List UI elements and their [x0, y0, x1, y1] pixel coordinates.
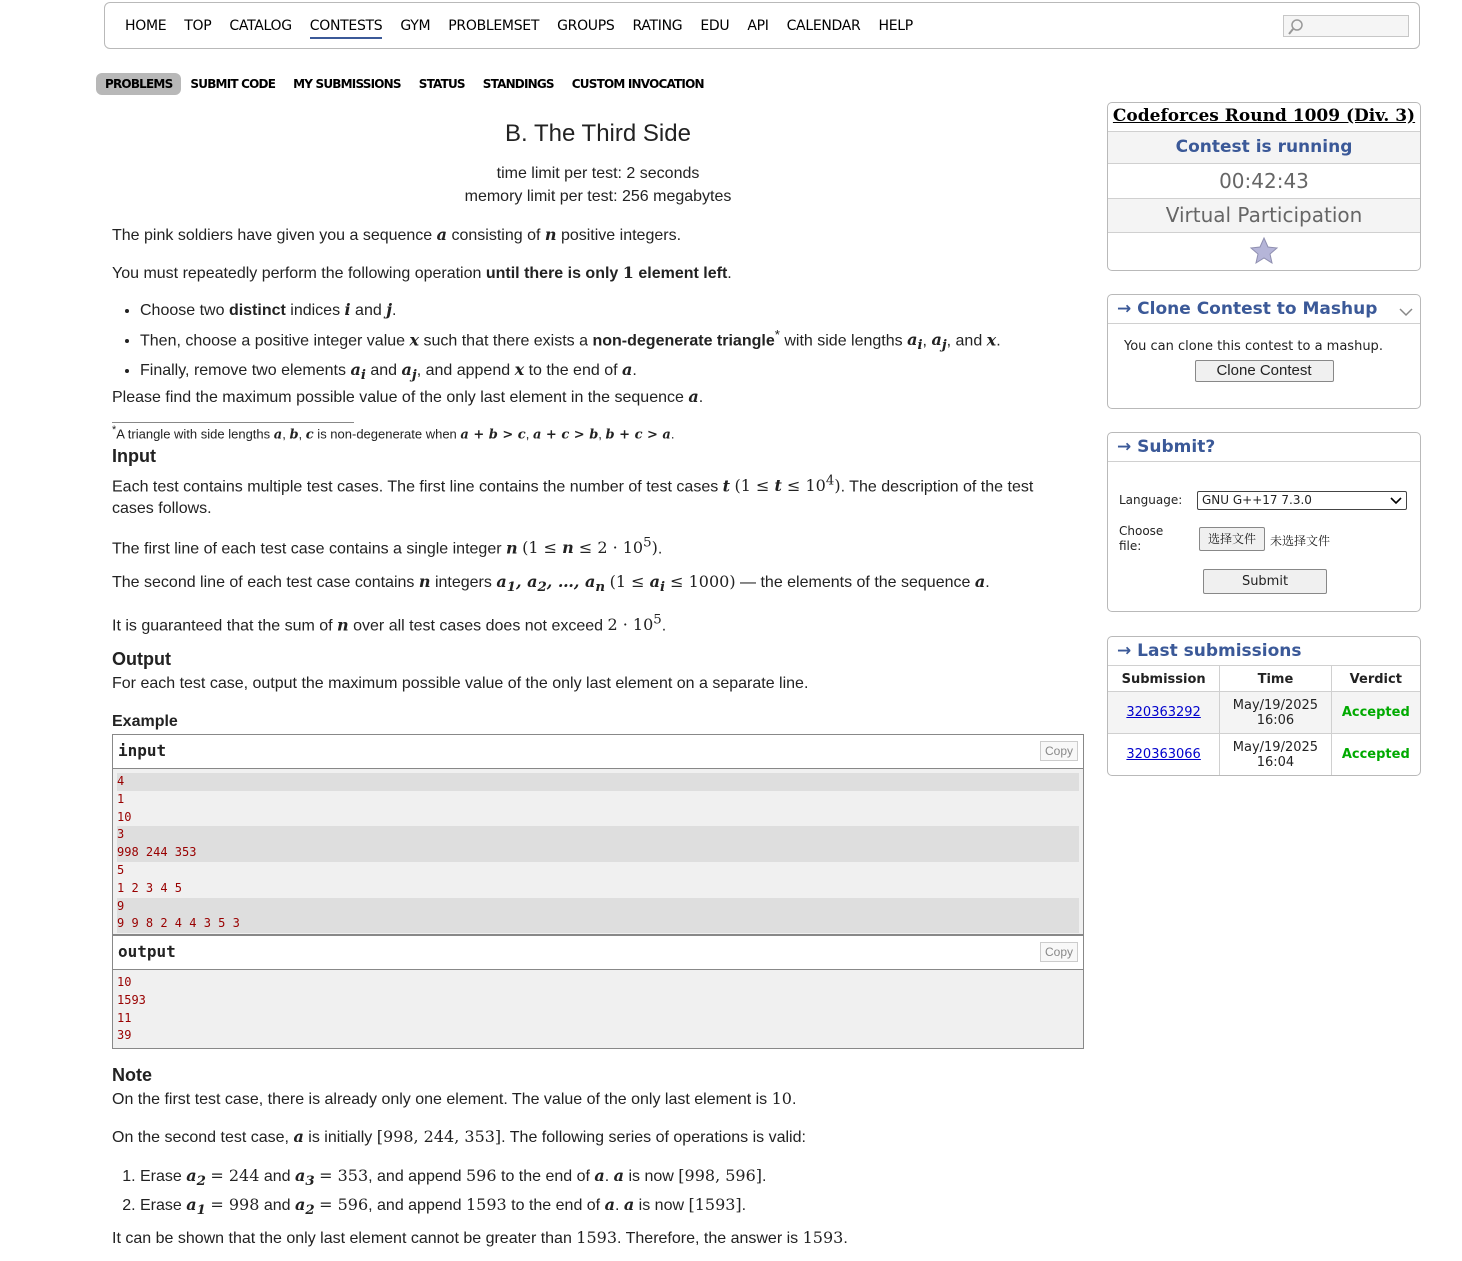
sample-input-line: 10 [117, 809, 1079, 827]
note-p2: On the second test case, a is initially [998, 244, 353]. The following series of operations is valid: [112, 1127, 806, 1146]
nav-api[interactable]: API [747, 18, 769, 34]
submission-id-link[interactable]: 320363292 [1126, 705, 1201, 720]
note-steps [112, 1164, 1074, 1222]
sample-input-content [113, 769, 1083, 937]
contest-name[interactable]: Codeforces Round 1009 (Div. 3) [1108, 103, 1420, 132]
list-item: • Finally, remove two elements $a_i$ and $a_j$, and append x to the end of a. [140, 358, 1074, 387]
list-item: 1. Erase $a_2 = 244$ and $a_3 = 353$, and append 596 to the end of a. a is now [998, 596]. [140, 1164, 1074, 1193]
clone-title: → Clone Contest to Mashup [1108, 295, 1420, 324]
sample-output-line: 11 [117, 1010, 132, 1025]
copy-output-button[interactable]: Copy [1040, 942, 1078, 962]
sample-output-line: 10 [117, 975, 132, 989]
sample-output-content [113, 970, 1083, 1049]
tab-custom-invocation[interactable]: CUSTOM INVOCATION [571, 77, 704, 91]
submission-cell [1108, 734, 1220, 776]
submission-id-link[interactable]: 320363066 [1126, 747, 1201, 762]
favorite-star[interactable] [1108, 233, 1420, 271]
sample-input-line: 1 [117, 791, 1079, 809]
choose-file-label: Choose file: [1119, 524, 1164, 553]
nav-catalog[interactable]: CATALOG [229, 18, 292, 34]
search-input[interactable] [1283, 15, 1409, 37]
language-label: Language: [1119, 493, 1183, 507]
star-icon[interactable] [1249, 236, 1279, 266]
note-p1: On the first test case, there is already only one element. The value of the only last element is 10. [112, 1089, 797, 1108]
copy-input-button[interactable]: Copy [1040, 741, 1078, 761]
input-p1: Each test contains multiple test cases. The first line contains the number of test cases t $(1 \le t \le 10^4)$. The description of the test cases follows. [112, 474, 1034, 518]
sample-input-line: 3 [117, 826, 1079, 844]
nav-help[interactable]: HELP [878, 18, 913, 34]
contest-nav [96, 73, 713, 95]
example-title: Example [112, 713, 178, 730]
chevron-down-icon [1390, 497, 1402, 505]
sample-input-line: 9 [117, 898, 1079, 916]
sample-output [112, 935, 1084, 1049]
nav-contests[interactable]: CONTESTS [310, 18, 383, 39]
list-item: 2. Erase $a_1 = 998$ and $a_2 = 596$, and append 1593 to the end of a. a is now [1593]. [140, 1193, 1074, 1222]
submission-time: 16:06 [1256, 712, 1295, 728]
language-select[interactable]: GNU G++17 7.3.0 [1197, 491, 1407, 510]
submission-cell [1108, 692, 1220, 734]
tab-standings[interactable]: STANDINGS [482, 77, 554, 91]
input-p4: It is guaranteed that the sum of n over all test cases does not exceed $2 \cdot 10^5$. [112, 613, 667, 635]
output-title: Output [112, 649, 171, 669]
input-title: Input [112, 446, 156, 466]
time-cell [1220, 734, 1331, 776]
last-submissions-box [1107, 636, 1421, 776]
time-cell [1220, 692, 1331, 734]
sample-output-label: output [118, 942, 176, 961]
choose-file-button[interactable]: 选择文件 [1199, 527, 1265, 551]
sample-input-line: 1 2 3 4 5 [117, 880, 1079, 898]
sample-output-header [113, 936, 1083, 970]
sample-output-line: 39 [117, 1028, 132, 1043]
nav-top[interactable]: TOP [184, 18, 212, 34]
nav-problemset[interactable]: PROBLEMSET [448, 18, 540, 34]
nav-home[interactable]: HOME [125, 18, 167, 34]
clone-contest-button[interactable]: Clone Contest [1195, 360, 1334, 382]
tab-my-submissions[interactable]: MY SUBMISSIONS [293, 77, 401, 91]
tab-problems[interactable]: PROBLEMS [96, 73, 181, 95]
last-submissions-title: → Last submissions [1108, 637, 1420, 666]
nav-gym[interactable]: GYM [400, 18, 431, 34]
table-row [1108, 734, 1420, 776]
input-p2: The first line of each test case contains a single integer n $(1 \le n \le 2 \cdot 10^5)$. [112, 536, 663, 558]
nav-calendar[interactable]: CALENDAR [786, 18, 861, 34]
sample-input-label: input [118, 741, 167, 760]
problem-title: B. The Third Side [505, 120, 691, 147]
statement-p2: You must repeatedly perform the following operation until there is only 1 element left. [112, 263, 732, 282]
column-header: Submission [1108, 666, 1220, 692]
input-p3: The second line of each test case contains n integers $a_1$, $a_2$, …, $a_n$ $(1 \le a_i \le 1000)$ — the elements of the sequence a. [112, 572, 990, 596]
verdict-cell: Accepted [1331, 692, 1420, 734]
clone-box [1107, 294, 1421, 409]
verdict-cell: Accepted [1331, 734, 1420, 776]
nav-edu[interactable]: EDU [700, 18, 730, 34]
submission-time: 16:04 [1256, 754, 1295, 770]
sample-input [112, 734, 1084, 935]
note-title: Note [112, 1065, 152, 1085]
table-row [1108, 692, 1420, 734]
list-item: • Then, choose a positive integer value x such that there exists a non-degenerate triangle* with side lengths $a_i$, $a_j$, and x. [140, 323, 1074, 358]
sample-input-line: 5 [117, 862, 1079, 880]
operation-list [112, 298, 1074, 387]
nav-groups[interactable]: GROUPS [557, 18, 615, 34]
submission-date: May/19/2025 [1232, 739, 1319, 755]
submission-date: May/19/2025 [1232, 697, 1319, 713]
sample-output-line: 1593 [117, 992, 146, 1007]
tab-status[interactable]: STATUS [418, 77, 465, 91]
column-header: Time [1220, 666, 1331, 692]
column-header: Verdict [1331, 666, 1420, 692]
note-p3: It can be shown that the only last element cannot be greater than 1593. Therefore, the answer is 1593. [112, 1228, 848, 1247]
sample-input-line: 9 9 8 2 4 4 3 5 3 [117, 915, 1079, 933]
list-item: • Choose two distinct indices i and j. [140, 298, 1074, 323]
sample-input-header [113, 735, 1083, 769]
clone-text: You can clone this contest to a mashup. [1124, 339, 1383, 354]
footnote-divider [112, 422, 354, 423]
chevron-down-icon[interactable] [1398, 307, 1414, 317]
memory-limit: memory limit per test: 256 megabytes [464, 188, 732, 205]
nav-rating[interactable]: RATING [632, 18, 683, 34]
statement-p1: The pink soldiers have given you a sequence a consisting of n positive integers. [112, 225, 682, 244]
search-icon [1287, 18, 1305, 36]
time-limit: time limit per test: 2 seconds [496, 165, 700, 182]
contest-box [1107, 102, 1421, 271]
submit-button[interactable]: Submit [1203, 569, 1327, 594]
contest-status: Contest is running [1108, 132, 1420, 164]
virtual-participation-link[interactable]: Virtual Participation [1108, 199, 1420, 233]
top-menu [104, 2, 1420, 49]
problem-limits [112, 162, 1084, 208]
tab-submit-code[interactable]: SUBMIT CODE [190, 77, 276, 91]
footnote: *A triangle with side lengths a, b, c is non-degenerate when a + b > c, a + c > b, b + c > a. [112, 424, 675, 443]
output-text: For each test case, output the maximum possible value of the only last element on a separate line. [112, 675, 809, 692]
submissions-table [1108, 666, 1420, 776]
main-nav [125, 18, 931, 39]
sample-input-line: 4 [117, 773, 1079, 791]
sample-input-line: 998 244 353 [117, 844, 1079, 862]
no-file-text: 未选择文件 [1270, 534, 1331, 548]
submit-box [1107, 432, 1421, 612]
submit-title: → Submit? [1108, 433, 1420, 462]
statement-p3: Please find the maximum possible value of the only last element in the sequence a. [112, 387, 704, 406]
contest-timer: 00:42:43 [1108, 164, 1420, 199]
